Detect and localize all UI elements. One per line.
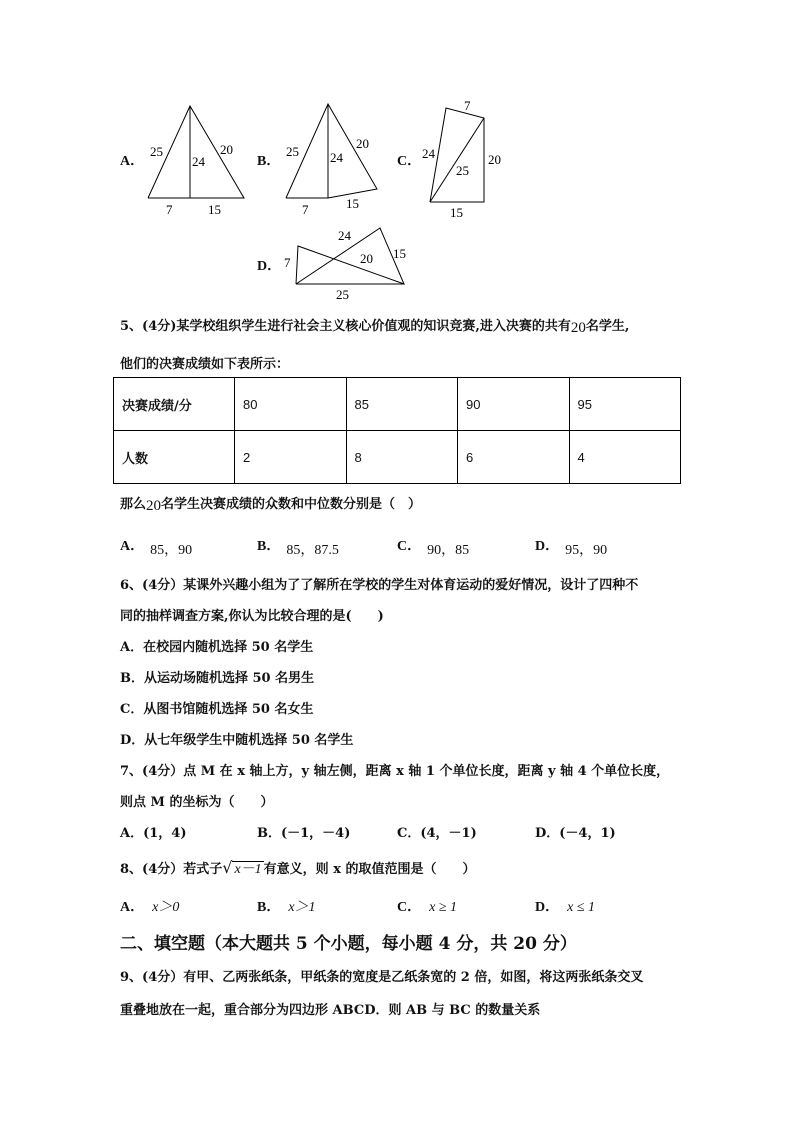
figure-b-side-20: 20 — [356, 136, 369, 151]
q7-option-b[interactable]: B．(－1，－4) — [257, 826, 351, 841]
score-header: 决赛成绩/分 — [114, 378, 235, 431]
figure-c-side-25: 25 — [456, 163, 469, 178]
figure-d-side-7: 7 — [284, 255, 291, 270]
q8-option-a[interactable]: A． x＞0 — [120, 900, 180, 915]
q6-option-b[interactable]: B．从运动场随机选择 50 名男生 — [120, 671, 315, 686]
figure-d-side-20: 20 — [360, 251, 373, 266]
q5-stem-line2: 他们的决赛成绩如下表所示： — [120, 357, 290, 372]
q5-question-tail: 名学生决赛成绩的众数和中位数分别是（ ） — [161, 497, 422, 512]
figure-b-triangle — [278, 98, 388, 218]
figure-c-side-7: 7 — [464, 98, 471, 113]
score-table — [113, 377, 681, 484]
q5-option-d[interactable]: D． 95，90 — [535, 539, 608, 558]
score-cell: 85 — [346, 378, 458, 431]
q7-stem-line1: 7、(4分）点 M 在 x 轴上方，y 轴左侧，距离 x 轴 1 个单位长度，距离 y 轴 4 个单位长度， — [120, 764, 670, 779]
q7-option-d[interactable]: D．(－4，1) — [535, 826, 616, 841]
count-cell: 8 — [346, 431, 458, 484]
q5-stem-text: 5、(4分)某学校组织学生进行社会主义核心价值观的知识竞赛,进入决赛的共有 — [120, 319, 571, 334]
sqrt-expression: √ x－1 — [222, 858, 262, 877]
q5-stem-count: 20 — [570, 320, 586, 336]
q9-stem-line2: 重叠地放在一起，重合部分为四边形 ABCD．则 AB 与 BC 的数量关系 — [120, 1003, 541, 1018]
table-row — [114, 431, 681, 484]
figure-a-side-20: 20 — [220, 142, 233, 157]
score-cell: 90 — [458, 378, 570, 431]
score-cell: 80 — [235, 378, 347, 431]
count-header: 人数 — [114, 431, 235, 484]
score-cell: 95 — [569, 378, 681, 431]
q5-option-a[interactable]: A． 85，90 — [120, 539, 193, 558]
q8-stem — [120, 858, 475, 878]
q8-option-c[interactable]: C． x ≥ 1 — [397, 900, 458, 915]
count-cell: 6 — [458, 431, 570, 484]
figure-b-side-7: 7 — [302, 202, 309, 217]
q5-question-count: 20 — [146, 498, 162, 514]
q6-stem-line2: 同的抽样调查方案,你认为比较合理的是( ) — [120, 609, 384, 624]
q5-stem-tail: 名学生, — [585, 319, 630, 334]
q7-stem-line2: 则点 M 的坐标为（ ） — [120, 795, 274, 810]
figure-d-side-25: 25 — [336, 287, 349, 302]
figure-d-side-15: 15 — [393, 246, 406, 261]
figure-b-side-25: 25 — [286, 144, 299, 159]
figure-d-label: D． — [257, 259, 282, 274]
figure-a-triangle — [140, 98, 260, 218]
figure-a-label: A． — [120, 154, 145, 169]
q5-question — [120, 493, 421, 513]
figure-a-side-15: 15 — [208, 202, 221, 217]
q7-option-c[interactable]: C．(4，－1) — [397, 826, 477, 841]
q5-option-b[interactable]: B． 85，87.5 — [257, 539, 339, 558]
q6-stem-line1: 6、(4分）某课外兴趣小组为了了解所在学校的学生对体育运动的爱好情况，设计了四种不 — [120, 578, 639, 593]
q8-stem-tail: 有意义，则 x 的取值范围是（ ） — [263, 862, 476, 877]
figure-d-side-24: 24 — [338, 228, 351, 243]
count-cell: 2 — [235, 431, 347, 484]
q8-option-d[interactable]: D． x ≤ 1 — [535, 900, 596, 915]
figure-b-side-24: 24 — [330, 150, 343, 165]
figure-c-side-15: 15 — [450, 205, 463, 220]
figure-c-quadrilateral — [418, 96, 508, 220]
q6-option-a[interactable]: A．在校园内随机选择 50 名学生 — [120, 640, 314, 655]
table-row — [114, 378, 681, 431]
q8-option-b[interactable]: B． x＞1 — [257, 900, 316, 915]
q6-option-d[interactable]: D．从七年级学生中随机选择 50 名学生 — [120, 733, 354, 748]
figure-b-label: B． — [257, 154, 281, 169]
q5-option-c[interactable]: C． 90，85 — [397, 539, 470, 558]
figure-d-quadrilateral — [280, 222, 420, 302]
figure-a-side-24: 24 — [192, 154, 205, 169]
sqrt-radicand: x－1 — [234, 862, 262, 877]
figure-c-label: C． — [397, 154, 422, 169]
q7-option-a[interactable]: A．(1，4) — [120, 826, 187, 841]
q5-question-text: 那么 — [120, 497, 147, 512]
q5-stem-line1 — [120, 315, 629, 335]
figure-b-side-15: 15 — [346, 196, 359, 211]
section-title: 二、填空题（本大题共 5 个小题，每小题 4 分，共 20 分） — [120, 934, 577, 954]
q6-option-c[interactable]: C．从图书馆随机选择 50 名女生 — [120, 702, 314, 717]
q9-stem-line1: 9、(4分）有甲、乙两张纸条，甲纸条的宽度是乙纸条宽的 2 倍，如图，将这两张纸条交叉 — [120, 970, 644, 985]
figure-a-side-7: 7 — [166, 202, 173, 217]
figure-a-side-25: 25 — [150, 144, 163, 159]
q8-stem-text: 8、(4分）若式子 — [120, 862, 223, 877]
figure-c-side-24: 24 — [422, 146, 435, 161]
figure-c-side-20: 20 — [488, 152, 501, 167]
count-cell: 4 — [569, 431, 681, 484]
